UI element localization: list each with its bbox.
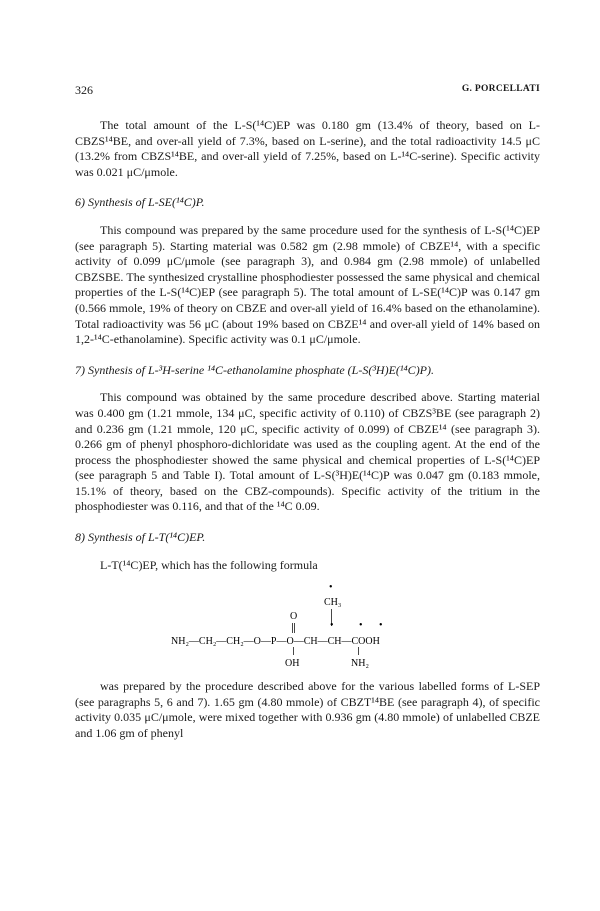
- page-number: 326: [75, 83, 93, 97]
- label-dot-ch2: •: [359, 620, 363, 632]
- formula-diagram: [75, 581, 540, 673]
- paragraph-p4: L-T(¹⁴C)EP, which has the following formula: [100, 557, 318, 572]
- page-header: [75, 83, 540, 99]
- body-text: [75, 118, 540, 742]
- label-dot-ch3: •: [329, 582, 333, 594]
- paragraph-p1: The total amount of the L-S(¹⁴C)EP was 0.180 gm (13.4% of theory, based on L-CBZS¹⁴BE, and over-all yield of 7.3%, based on L-serine), and the total radioactivity 14.5 μC (13.2% from CBZS¹⁴BE, and over-all yield of 7.25%, based on L-¹⁴C-serine). Specific activity was 0.021 μC/μmole.: [75, 118, 540, 179]
- formula-chain: NH₂—CH₂—CH₂—O—P—O—CH—CH—COOH: [171, 636, 380, 648]
- structural-formula: [75, 581, 540, 673]
- paragraph-p3: This compound was obtained by the same procedure described above. Starting material was 0.400 gm (1.21 mmole, 134 μC, specific activity of 0.110) of CBZS³BE (see paragraph 2) and 0.236 gm (1.21 mmole, 120 μC, specific activity of 0.099) of CBZE¹⁴ (see paragraph 3). 0.266 gm of phenyl phosphoro-dichloridate was used as the coupling agent. At the end of the process the phosphodiester showed the same physical and chemical properties of L-S(¹⁴C)EP (see paragraph 5 and Table I). Total amount of L-S(³H)E(¹⁴C)P was 0.047 gm (0.183 mmole, 15.1% of theory, based on the CBZ-compounds). Specific activity of the tritium in the phosphodiester was 0.116, and that of the ¹⁴C 0.09.: [75, 390, 540, 514]
- hydroxyl-group: OH: [285, 658, 300, 670]
- paragraph-p5: was prepared by the procedure described above for the various labelled forms of L-SEP (see paragraphs 5, 6 and 7). 1.65 gm (4.80 mmole) of CBZT¹⁴BE (see paragraph 4), of specific activity 0.035 μC/μmole, were mixed together with 0.936 gm (4.80 mmole) of unlabelled CBZE and 1.06 gm of phenyl: [75, 679, 540, 741]
- section-heading-7: 7) Synthesis of L-³H-serine ¹⁴C-ethanolamine phosphate (L-S(³H)E(¹⁴C)P).: [75, 362, 435, 377]
- paragraph-p2: This compound was prepared by the same procedure used for the synthesis of L-S(¹⁴C)EP (see paragraph 5). Starting material was 0.582 gm (2.98 mmole) of CBZE¹⁴, with a specific activity of 0.099 μC/μmole (see paragraph 3), and 0.984 gm (2.98 mmole) of unlabelled CBZSBE. The synthesized crystalline phosphodiester possessed the same physical and chemical properties of the L-S(¹⁴C)EP (see paragraph 5). The total amount of L-SE(¹⁴C)P was 0.147 gm (0.566 mmole, 19% of theory on CBZE and over-all yield of 16.4% based on the ethanolamine). Total radioactivity was 56 μC (about 19% based on CBZE¹⁴ and over-all yield of 14% based on 1,2-¹⁴C-ethanolamine). Specific activity was 0.1 μC/μmole.: [75, 222, 540, 347]
- methyl-group: CH₃: [324, 597, 342, 609]
- running-title: G. PORCELLATI: [461, 84, 540, 94]
- section-heading-8: 8) Synthesis of L-T(¹⁴C)EP.: [75, 530, 206, 545]
- label-dot-cooh: •: [379, 620, 383, 632]
- phosphoryl-oxygen: O: [290, 611, 298, 623]
- amino-group: NH₂: [351, 658, 369, 670]
- section-heading-6: 6) Synthesis of L-SE(¹⁴C)P.: [75, 195, 205, 210]
- label-dot-ch: •: [330, 620, 334, 632]
